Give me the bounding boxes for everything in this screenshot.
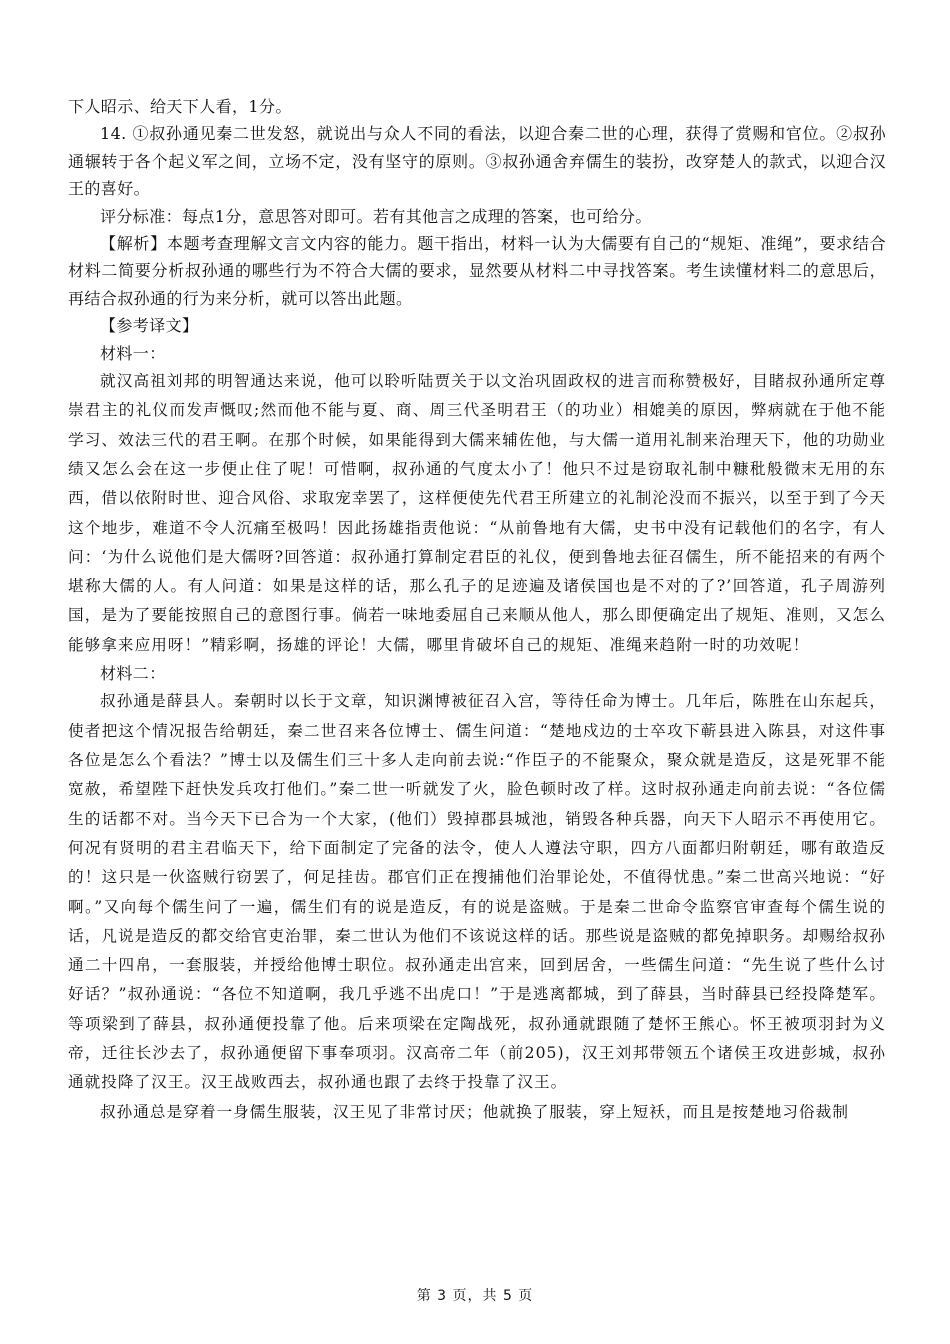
material-2-title: 材料二： bbox=[100, 664, 166, 684]
material-1-title: 材料一： bbox=[100, 343, 166, 363]
answer-14: 14. ①叔孙通见秦二世发怒，就说出与众人不同的看法，以迎合秦二世的心理，获得了赏赐和官位。②叔孙通辗转于各个起义军之间，立场不定，没有坚守的原则。③叔孙通舍弃儒生的装扮，改穿楚人的款式，以迎合汉王的喜好。 bbox=[68, 124, 886, 199]
page-footer: 第 3 页，共 5 页 bbox=[416, 1288, 534, 1304]
material-1-text: 就汉高祖刘邦的明智通达来说，他可以聆听陆贾关于以文治巩固政权的进言而称赞极好，目睹叔孙通所定尊崇君主的礼仪而发声慨叹;然而他不能与夏、商、周三代圣明君王（的功业）相媲美的原因，弊病就在于他不能学习、效法三代的君王啊。在那个时候，如果能得到大儒来辅佐他，与大儒一道用礼制来治理天下，他的功勋业绩又怎么会在这一步便止住了呢！可惜啊，叔孙通的气度太小了！他只不过是窃取礼制中糠秕般微末无用的东西，借以依附时世、迎合风俗、求取宠幸罢了，这样便使先代君王所建立的礼制沦没而不振兴，以至于到了今天这个地步，难道不令人沉痛至极吗！因此扬雄指责他说：“从前鲁地有大儒，史书中没有记载他们的名字，有人问：‘为什么说他们是大儒呀?回答道：叔孙通打算制定君臣的礼仪，便到鲁地去征召儒生，所不能招来的有两个堪称大儒的人。有人问道：如果是这样的话，那么孔子的足迹遍及诸侯国也是不对的了?’回答道，孔子周游列国，是为了要能按照自己的意图行事。倘若一味地委屈自己来顺从他人，那么即便确定出了规矩、准则，又怎么能够拿来应用呀！”精彩啊，扬雄的评论！大儒，哪里肯破坏自己的规矩、准绳来趋附一时的功效呢！ bbox=[68, 372, 886, 654]
reference-translation-title: 【参考译文】 bbox=[100, 316, 199, 336]
material-2-text-continued: 叔孙通总是穿着一身儒生服装，汉王见了非常讨厌；他就换了服装，穿上短袄，而且是按楚地习俗裁制 bbox=[100, 1102, 849, 1121]
material-2-text: 叔孙通是薛县人。秦朝时以长于文章，知识渊博被征召入宫，等待任命为博士。几年后，陈胜在山东起兵，使者把这个情况报告给朝廷，秦二世召来各位博士、儒生问道：“楚地戍边的士卒攻下蕲县进入陈县，对这件事各位是怎么个看法？”博士以及儒生们三十多人走向前去说:“作臣子的不能聚众，聚众就是造反，这是死罪不能宽赦，希望陛下赶快发兵攻打他们。”秦二世一听就发了火，脸色顿时改了样。这时叔孙通走向前去说：“各位儒生的话都不对。当今天下已合为一个大家，(他们）毁掉郡县城池，销毁各种兵器，向天下人昭示不再使用它。何况有贤明的君主君临天下，给下面制定了完备的法令，使人人遵法守职，四方八面都归附朝廷，哪有敢造反的！这只是一伙盗贼行窃罢了，何足挂齿。郡官们正在搜捕他们治罪论处，不值得忧患。”秦二世高兴地说：“好啊。”又向每个儒生问了一遍，儒生们有的说是造反，有的说是盗贼。于是秦二世命令监察官审查每个儒生说的话，凡说是造反的都交给官吏治罪，秦二世认为他们不该说这样的话。那些说是盗贼的都免掉职务。却赐给叔孙通二十四帛，一套服装，并授给他博士职位。叔孙通走出宫来，回到居舍，一些儒生问道：“先生说了些什么讨好话？”叔孙通说：“各位不知道啊，我几乎逃不出虎口！”于是逃离都城，到了薛县，当时薛县已经投降楚军。等项梁到了薛县，叔孙通便投靠了他。后来项梁在定陶战死，叔孙通就跟随了楚怀王熊心。怀王被项羽封为义帝，迁往长沙去了，叔孙通便留下事奉项羽。汉高帝二年（前205)，汉王刘邦带领五个诸侯王攻进彭城，叔孙通就投降了汉王。汉王战败西去，叔孙通也跟了去终于投靠了汉王。 bbox=[68, 692, 886, 1092]
analysis-text: 【解析】本题考查理解文言文内容的能力。题干指出，材料一认为大儒要有自己的“规矩、准绳”，要求结合材料二简要分析叔孙通的哪些行为不符合大儒的要求，显然要从材料二中寻找答案。考生读懂材料二的意思后，再结合叔孙通的行为来分析，就可以答出此题。 bbox=[68, 234, 886, 308]
scoring-standard: 评分标准：每点1分，意思答对即可。若有其他言之成理的答案，也可给分。 bbox=[100, 206, 652, 226]
continuation-text: 下人昭示、给天下人看，1分。 bbox=[68, 97, 292, 116]
document-page bbox=[68, 93, 886, 1127]
